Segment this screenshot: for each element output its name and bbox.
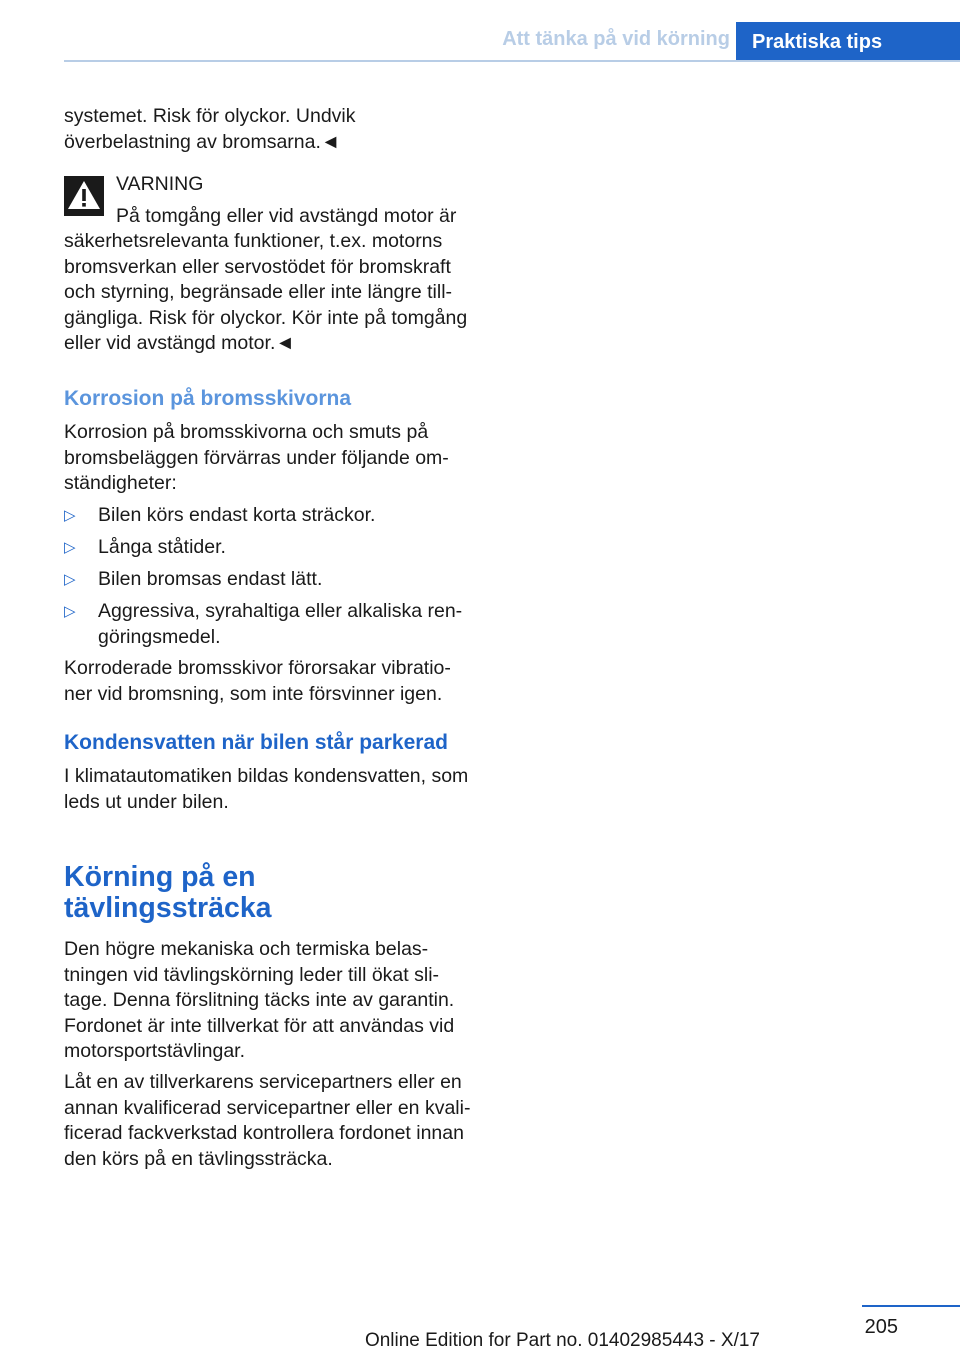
list-item <box>64 535 480 561</box>
list-item-text: Bilen bromsas endast lätt. <box>98 568 323 590</box>
text-line: och styrning, begränsade eller inte längre till- <box>64 281 453 303</box>
intro-paragraph <box>64 104 480 155</box>
list-item <box>64 567 480 593</box>
text-line: I klimatautomatiken bildas kondensvatten, som <box>64 765 469 787</box>
text-line: den körs på en tävlingssträcka. <box>64 1147 333 1170</box>
header-chapter-tab[interactable] <box>736 22 960 62</box>
text-line: motorsportstävlingar. <box>64 1040 245 1062</box>
list-item-text: göringsmedel. <box>98 625 221 648</box>
header-rule <box>64 60 960 62</box>
list-item-text: Bilen körs endast korta sträckor. <box>98 504 376 526</box>
text-line: Låt en av tillverkarens servicepartners eller en <box>64 1071 462 1093</box>
text-line: leds ut under bilen. <box>64 790 229 813</box>
text-line: tningen vid tävlingskörning leder till ökat sli- <box>64 963 440 986</box>
text-line: bromsverkan eller servostödet för bromskraft <box>64 255 451 278</box>
text-line: På tomgång eller vid avstängd motor är <box>116 204 457 227</box>
text-line: eller vid avstängd motor.◄ <box>64 332 295 354</box>
warning-block <box>64 172 480 357</box>
triangle-right-icon: ▷ <box>64 603 76 620</box>
text-line: säkerhetsrelevanta funktioner, t.ex. motorns <box>64 230 443 252</box>
condensation-heading: Kondensvatten när bilen står parkerad <box>64 731 448 754</box>
text-line: ficerad fackverkstad kontrollera fordonet innan <box>64 1122 464 1144</box>
triangle-right-icon: ▷ <box>64 571 76 588</box>
warning-triangle-icon <box>64 176 104 216</box>
page-number: 205 <box>864 1316 898 1338</box>
text-line: ner vid bromsning, som inte försvinner igen. <box>64 682 443 705</box>
list-item <box>64 599 480 650</box>
text-line: överbelastning av bromsarna.◄ <box>64 130 341 153</box>
header-chapter-label: Praktiska tips <box>752 30 883 53</box>
footer-rule <box>862 1305 960 1307</box>
corrosion-intro <box>64 420 480 497</box>
footer-edition: Online Edition for Part no. 01402985443 - X/17 <box>364 1330 760 1351</box>
corrosion-heading: Korrosion på bromsskivorna <box>64 387 352 410</box>
list-item-text: Aggressiva, syrahaltiga eller alkaliska ren- <box>98 600 463 622</box>
text-line: gängliga. Risk för olyckor. Kör inte på tomgång <box>64 306 468 329</box>
racing-paragraph-1 <box>64 937 480 1065</box>
text-line: bromsbeläggen förvärras under följande om- <box>64 446 449 469</box>
triangle-right-icon: ▷ <box>64 507 76 524</box>
header-section-title: Att tänka på vid körning <box>502 28 730 50</box>
text-line: Den högre mekaniska och termiska belas- <box>64 938 429 960</box>
condensation-paragraph <box>64 764 480 815</box>
warning-title: VARNING <box>116 173 204 195</box>
heading-line: Körning på en <box>64 861 256 893</box>
triangle-right-icon: ▷ <box>64 539 76 556</box>
text-line: tage. Denna förslitning täcks inte av garantin. <box>64 989 455 1011</box>
list-item <box>64 503 480 529</box>
heading-line: tävlingssträcka <box>64 892 272 924</box>
text-line: Korrosion på bromsskivorna och smuts på <box>64 421 429 443</box>
text-line: annan kvalificerad servicepartner eller en kvali- <box>64 1096 471 1119</box>
text-line: Fordonet är inte tillverkat för att användas vid <box>64 1014 455 1037</box>
list-item-text: Långa ståtider. <box>98 536 226 558</box>
corrosion-outro <box>64 656 480 707</box>
text-line: systemet. Risk för olyckor. Undvik <box>64 105 356 127</box>
racing-paragraph-2 <box>64 1070 480 1172</box>
racing-heading <box>64 862 480 924</box>
text-line: ständigheter: <box>64 472 177 494</box>
text-line: Korroderade bromsskivor förorsakar vibratio- <box>64 657 451 679</box>
